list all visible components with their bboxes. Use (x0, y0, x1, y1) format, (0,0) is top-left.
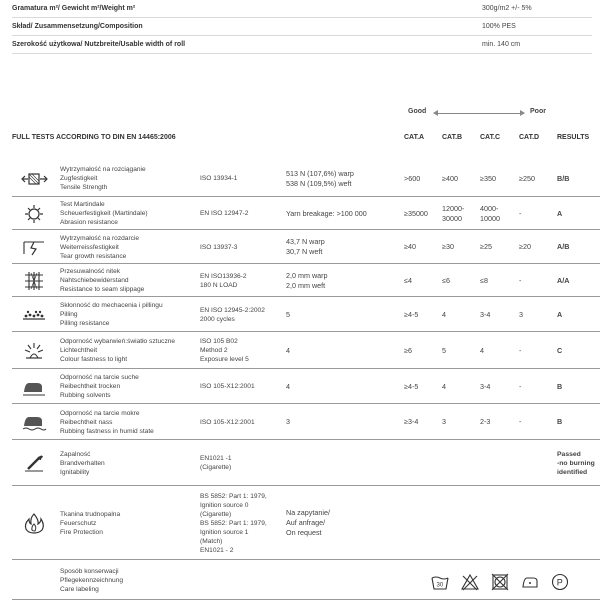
standard-line: ISO 105-X12:2001 (200, 383, 255, 390)
test-result (286, 382, 290, 392)
test-name-en: Fire Protection (60, 529, 103, 536)
standard-line: Ignition source 0 (200, 502, 249, 509)
test-name-en: Ignitability (60, 469, 90, 476)
ignitability-icon (20, 452, 48, 474)
spec-composition (12, 18, 592, 36)
test-name-de: Lichtechtheit (60, 347, 98, 354)
cat-a-value: ≥3-4 (404, 417, 419, 426)
cat-b-value: ≥400 (442, 174, 458, 183)
final-line: Passed (557, 451, 581, 458)
test-standard (200, 337, 249, 364)
test-row (12, 486, 600, 560)
test-final-result (557, 242, 569, 252)
rubbing-humid-icon (20, 411, 48, 433)
test-name-en: Rubbing solvents (60, 392, 111, 399)
result-line: 3 (286, 417, 290, 426)
result-line: Yarn breakage: >100 000 (286, 209, 367, 218)
standard-line: Ignition source 1 (200, 529, 249, 536)
final-line: B (557, 417, 563, 426)
test-name-pl: Odporność na tarcie suche (60, 374, 139, 381)
test-name-en: Rubbing fastness in humid state (60, 428, 154, 435)
cat-a-value: ≥6 (404, 346, 412, 355)
test-name-de: Brandverhalten (60, 460, 105, 467)
cat-a-value: ≥35000 (404, 209, 428, 218)
test-standard (200, 209, 248, 218)
rubbing-solvents-icon (20, 376, 48, 398)
test-final-result (557, 310, 562, 320)
cat-c-value: 4000- 10000 (480, 204, 500, 223)
test-name-en: Colour fastness to light (60, 356, 128, 363)
standard-line: EN1021 -1 (200, 455, 232, 462)
final-line: C (557, 346, 563, 355)
standard-line: (Match) (200, 538, 223, 545)
test-row (12, 297, 600, 332)
test-name (60, 165, 146, 192)
cat-b-value: ≥30 (442, 242, 454, 251)
header-cat-a: CAT.A (404, 134, 425, 141)
final-line: B/B (557, 174, 570, 183)
result-line: 538 N (109,5%) weft (286, 179, 352, 188)
rating-scale (408, 108, 558, 120)
final-line: A (557, 209, 563, 218)
spec-width (12, 36, 592, 54)
standard-line: 180 N LOAD (200, 282, 238, 289)
standard-line: EN ISO 12947-2 (200, 210, 249, 217)
cat-c-value: 3-4 (480, 382, 491, 391)
test-row (12, 197, 600, 230)
cat-c-value: 2-3 (480, 417, 491, 426)
result-line: Na zapytanie/ (286, 508, 330, 517)
test-name (60, 234, 139, 261)
cat-b-value: 3 (442, 417, 446, 426)
low-iron-icon (520, 572, 540, 592)
test-result (286, 237, 325, 257)
tensile-strength-icon (20, 168, 48, 190)
cat-d-value: - (519, 417, 522, 426)
cat-d-value: ≥250 (519, 174, 535, 183)
cat-a-value: ≤4 (404, 276, 412, 285)
test-name (60, 450, 105, 477)
test-final-result (557, 276, 569, 286)
cat-b-value: 4 (442, 382, 446, 391)
test-final-result (557, 417, 562, 427)
test-name-de: Weiterreissfestigkeit (60, 244, 119, 251)
test-name-pl: Test Martindale (60, 201, 105, 208)
test-standard (200, 174, 237, 183)
standard-line: BS 5852: Part 1: 1979, (200, 520, 267, 527)
cat-a-value: ≥40 (404, 242, 416, 251)
no-tumble-dry-icon (490, 572, 510, 592)
standard-line: 2000 cycles (200, 316, 235, 323)
test-name (60, 567, 123, 594)
test-name-pl: Wytrzymałość na rozciąganie (60, 166, 146, 173)
no-bleach-icon (460, 572, 480, 592)
test-standard (200, 272, 247, 290)
standard-line: BS 5852: Part 1: 1979, (200, 493, 267, 500)
light-fastness-icon (20, 340, 48, 362)
test-name-en: Tear growth resistance (60, 253, 127, 260)
test-name-pl: Odporność wybarwień:światło sztuczne (60, 338, 176, 345)
svg-text:30: 30 (436, 582, 444, 589)
standard-line: ISO 13934-1 (200, 175, 238, 182)
care-symbols (430, 572, 590, 592)
result-line: 5 (286, 310, 290, 319)
test-row (12, 369, 600, 404)
cat-d-value: - (519, 276, 522, 285)
test-name-pl: Tkanina trudnopalna (60, 511, 121, 518)
test-name-pl: Przesuwalność nitek (60, 268, 121, 275)
test-result (286, 310, 290, 320)
fire-protection-icon (20, 512, 48, 534)
test-name-de: Reibechtheit trocken (60, 383, 121, 390)
test-name (60, 200, 148, 227)
test-row (12, 332, 600, 369)
final-line: A/B (557, 242, 570, 251)
test-name-pl: Wytrzymałość na rozdarcie (60, 235, 140, 242)
spec-label: Skład/ Zusammensetzung/Composition (12, 23, 143, 30)
test-name-de: Pilling (60, 311, 78, 318)
pilling-icon (20, 304, 48, 326)
cat-c-value: ≥25 (480, 242, 492, 251)
standard-line: Method 2 (200, 347, 228, 354)
cat-a-value: ≥4-5 (404, 382, 419, 391)
cat-c-value: 3-4 (480, 310, 491, 319)
svg-text:P: P (556, 577, 563, 588)
standard-line: ISO 105 B02 (200, 338, 238, 345)
test-name-de: Reibechtheit nass (60, 419, 113, 426)
test-name-en: Care labeling (60, 586, 99, 593)
result-line: 513 N (107,6%) warp (286, 169, 354, 178)
cat-d-value: 3 (519, 310, 523, 319)
spec-weight (12, 0, 592, 18)
test-name (60, 267, 144, 294)
test-standard (200, 418, 255, 427)
header-cat-b: CAT.B (442, 134, 463, 141)
wash-30-icon (430, 572, 450, 592)
final-line: A/A (557, 276, 570, 285)
test-name-de: Scheuerfestigkeit (Martindale) (60, 210, 148, 217)
final-line: B (557, 382, 563, 391)
test-name-de: Feuerschutz (60, 520, 97, 527)
scale-good-label: Good (408, 108, 427, 115)
test-name (60, 409, 154, 436)
test-row (12, 264, 600, 297)
test-name-en: Pilling resistance (60, 320, 110, 327)
standard-line: EN ISO13936-2 (200, 273, 247, 280)
test-name (60, 337, 175, 364)
tear-growth-icon (20, 236, 48, 258)
test-name-de: Zugfestigkeit (60, 175, 98, 182)
cat-d-value: - (519, 209, 522, 218)
test-name-pl: Zapalność (60, 451, 91, 458)
dry-clean-p-icon (550, 572, 570, 592)
tests-title: FULL TESTS ACCORDING TO DIN EN 14465:2006 (12, 134, 176, 141)
standard-line: (Cigarette) (200, 511, 232, 518)
standard-line: Exposure level 5 (200, 356, 249, 363)
standard-line: (Cigarette) (200, 464, 232, 471)
abrasion-icon (20, 203, 48, 225)
test-name-de: Pflegekennzeichnung (60, 577, 124, 584)
test-standard (200, 454, 232, 472)
spec-label: Szerokość użytkowa/ Nutzbreite/Usable width of roll (12, 41, 186, 48)
test-name-de: Nahtschiebewiderstand (60, 277, 129, 284)
test-name-pl: Skłonność do mechacenia i pillingu (60, 302, 163, 309)
result-line: Auf anfrage/ (286, 518, 326, 527)
result-line: 4 (286, 382, 290, 391)
standard-line: EN ISO 12945-2:2002 (200, 307, 265, 314)
test-final-result (557, 382, 562, 392)
seam-slippage-icon (20, 270, 48, 292)
cat-d-value: - (519, 382, 522, 391)
test-row (12, 404, 600, 440)
test-standard (200, 492, 267, 555)
test-name-pl: Odporność na tarcie mokre (60, 410, 140, 417)
standard-line: EN1021 - 2 (200, 547, 234, 554)
standard-line: ISO 105-X12:2001 (200, 419, 255, 426)
test-result (286, 417, 290, 427)
header-results: RESULTS (557, 134, 590, 141)
cat-c-value: ≤8 (480, 276, 488, 285)
test-name-pl: Sposób konserwacji (60, 568, 119, 575)
test-final-result (557, 174, 569, 184)
test-standard (200, 243, 237, 252)
cat-b-value: ≤6 (442, 276, 450, 285)
cat-b-value: 4 (442, 310, 446, 319)
cat-b-value: 5 (442, 346, 446, 355)
double-arrow-icon (434, 113, 524, 114)
spec-value: 300g/m2 +/- 5% (482, 5, 532, 12)
test-final-result (557, 346, 562, 356)
cat-a-value: >600 (404, 174, 421, 183)
spec-value: min. 140 cm (482, 41, 521, 48)
test-row (12, 160, 600, 197)
result-line: On request (286, 528, 322, 537)
test-row (12, 440, 600, 486)
final-line: A (557, 310, 563, 319)
final-line: identified (557, 469, 588, 476)
spec-value: 100% PES (482, 23, 516, 30)
scale-poor-label: Poor (530, 108, 546, 115)
result-line: 43,7 N warp (286, 237, 325, 246)
header-cat-c: CAT.C (480, 134, 501, 141)
result-line: 2,0 mm weft (286, 281, 326, 290)
cat-d-value: ≥20 (519, 242, 531, 251)
test-standard (200, 306, 265, 324)
test-result (286, 169, 354, 189)
test-row (12, 230, 600, 264)
test-result (286, 508, 330, 538)
cat-c-value: ≥350 (480, 174, 496, 183)
cat-c-value: 4 (480, 346, 484, 355)
test-result (286, 209, 367, 219)
spec-label: Gramatura m²/ Gewicht m²/Weight m² (12, 5, 136, 12)
test-result (286, 271, 328, 291)
test-name (60, 301, 163, 328)
cat-b-value: 12000- 30000 (442, 204, 465, 223)
test-name (60, 510, 120, 537)
result-line: 4 (286, 346, 290, 355)
test-final-result (557, 209, 562, 219)
cat-d-value: - (519, 346, 522, 355)
test-standard (200, 382, 255, 391)
header-cat-d: CAT.D (519, 134, 540, 141)
final-line: -no burning (557, 460, 595, 467)
test-name-en: Resistance to seam slippage (60, 286, 145, 293)
test-name-en: Tensile Strength (60, 184, 108, 191)
cat-a-value: ≥4-5 (404, 310, 419, 319)
result-line: 2,0 mm warp (286, 271, 328, 280)
tests-header (12, 134, 600, 146)
test-name (60, 373, 139, 400)
test-result (286, 346, 290, 356)
test-final-result (557, 450, 595, 477)
standard-line: ISO 13937-3 (200, 244, 238, 251)
result-line: 30,7 N weft (286, 247, 323, 256)
test-name-en: Abrasion resistance (60, 219, 118, 226)
